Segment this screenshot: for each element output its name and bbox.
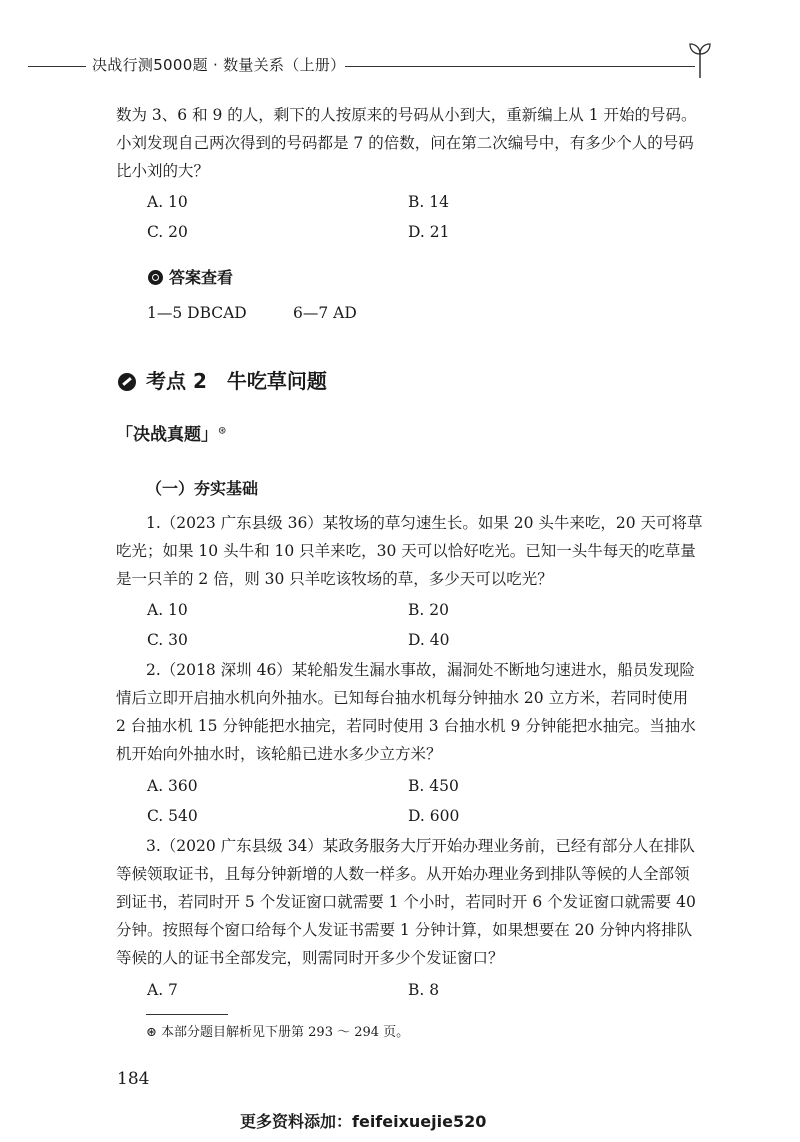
option-c: C. 30 bbox=[147, 631, 188, 649]
subsection-heading: （一）夯实基础 bbox=[146, 479, 259, 498]
answer-key: 1—5 DBCAD bbox=[147, 304, 247, 322]
option-d: D. 40 bbox=[408, 631, 450, 649]
option-d: D. 600 bbox=[408, 807, 460, 825]
real-exam-heading: 「决战真题」⊛ bbox=[116, 425, 227, 445]
question-1-line: 是一只羊的 2 倍，则 30 只羊吃该牧场的草，多少天可以吃光？ bbox=[116, 570, 553, 588]
option-c: C. 540 bbox=[147, 807, 198, 825]
question-2-line: 2.（2018 深圳 46）某轮船发生漏水事故，漏洞处不断地匀速进水，船员发现险 bbox=[146, 661, 695, 679]
running-header bbox=[0, 50, 800, 80]
option-c: C. 20 bbox=[147, 223, 188, 241]
option-b: B. 20 bbox=[408, 601, 449, 619]
prev-question-line: 比小刘的大？ bbox=[116, 162, 210, 180]
question-2-line: 2 台抽水机 15 分钟能把水抽完，若同时使用 3 台抽水机 9 分钟能把水抽完。当抽水 bbox=[116, 717, 696, 735]
promo-text: 更多资料添加：feifeixuejie520 bbox=[240, 1112, 487, 1131]
option-b: B. 8 bbox=[408, 981, 440, 999]
question-3-line: 等候领取证书，且每分钟新增的人数一样多。从开始办理业务到排队等候的人全部领 bbox=[116, 865, 690, 883]
footnote-mark: ⊛ bbox=[218, 425, 227, 437]
question-3-line: 3.（2020 广东县级 34）某政务服务大厅开始办理业务前，已经有部分人在排队 bbox=[146, 837, 695, 855]
sprout-icon bbox=[688, 38, 712, 78]
footnote-divider bbox=[146, 1014, 228, 1015]
option-a: A. 10 bbox=[147, 601, 188, 619]
option-a: A. 7 bbox=[147, 981, 178, 999]
section-icon bbox=[118, 373, 136, 391]
prev-question-line: 小刘发现自己两次得到的号码都是 7 的倍数，问在第二次编号中，有多少个人的号码 bbox=[116, 134, 694, 152]
option-d: D. 21 bbox=[408, 223, 450, 241]
prev-question-line: 数为 3、6 和 9 的人，剩下的人按原来的号码从小到大，重新编上从 1 开始的号码。 bbox=[116, 106, 697, 124]
question-2-line: 情后立即开启抽水机向外抽水。已知每台抽水机每分钟抽水 20 立方米，若同时使用 bbox=[116, 689, 689, 707]
option-a: A. 360 bbox=[147, 777, 198, 795]
section-heading: 考点 2 牛吃草问题 bbox=[118, 365, 327, 394]
answer-heading: 答案查看 bbox=[148, 265, 233, 288]
question-1-line: 吃光；如果 10 头牛和 10 只羊来吃，30 天可以恰好吃光。已知一头牛每天的吃草量 bbox=[116, 542, 696, 560]
option-b: B. 450 bbox=[408, 777, 459, 795]
footnote: ⊛ 本部分题目解析见下册第 293 ～ 294 页。 bbox=[146, 1025, 410, 1040]
question-3-line: 等候的人的证书全部发完，则需同时开多少个发证窗口？ bbox=[116, 949, 504, 967]
question-3-line: 到证书，若同时开 5 个发证窗口就需要 1 个小时，若同时开 6 个发证窗口就需要 40 bbox=[116, 893, 696, 911]
answer-key: 6—7 AD bbox=[293, 304, 357, 322]
header-rule-left bbox=[28, 66, 86, 67]
question-3-line: 分钟。按照每个窗口给每个人发证书需要 1 分钟计算，如果想要在 20 分钟内将排队 bbox=[116, 921, 693, 939]
book-title: 决战行测5000题 · 数量关系（上册） bbox=[92, 56, 346, 74]
option-a: A. 10 bbox=[147, 193, 188, 211]
question-2-line: 机开始向外抽水时，该轮船已进水多少立方米？ bbox=[116, 745, 442, 763]
header-rule-right bbox=[345, 66, 695, 67]
question-1-line: 1.（2023 广东县级 36）某牧场的草匀速生长。如果 20 头牛来吃，20 天可将草 bbox=[146, 514, 703, 532]
option-b: B. 14 bbox=[408, 193, 449, 211]
answer-icon bbox=[148, 270, 163, 285]
page-number: 184 bbox=[117, 1069, 150, 1089]
